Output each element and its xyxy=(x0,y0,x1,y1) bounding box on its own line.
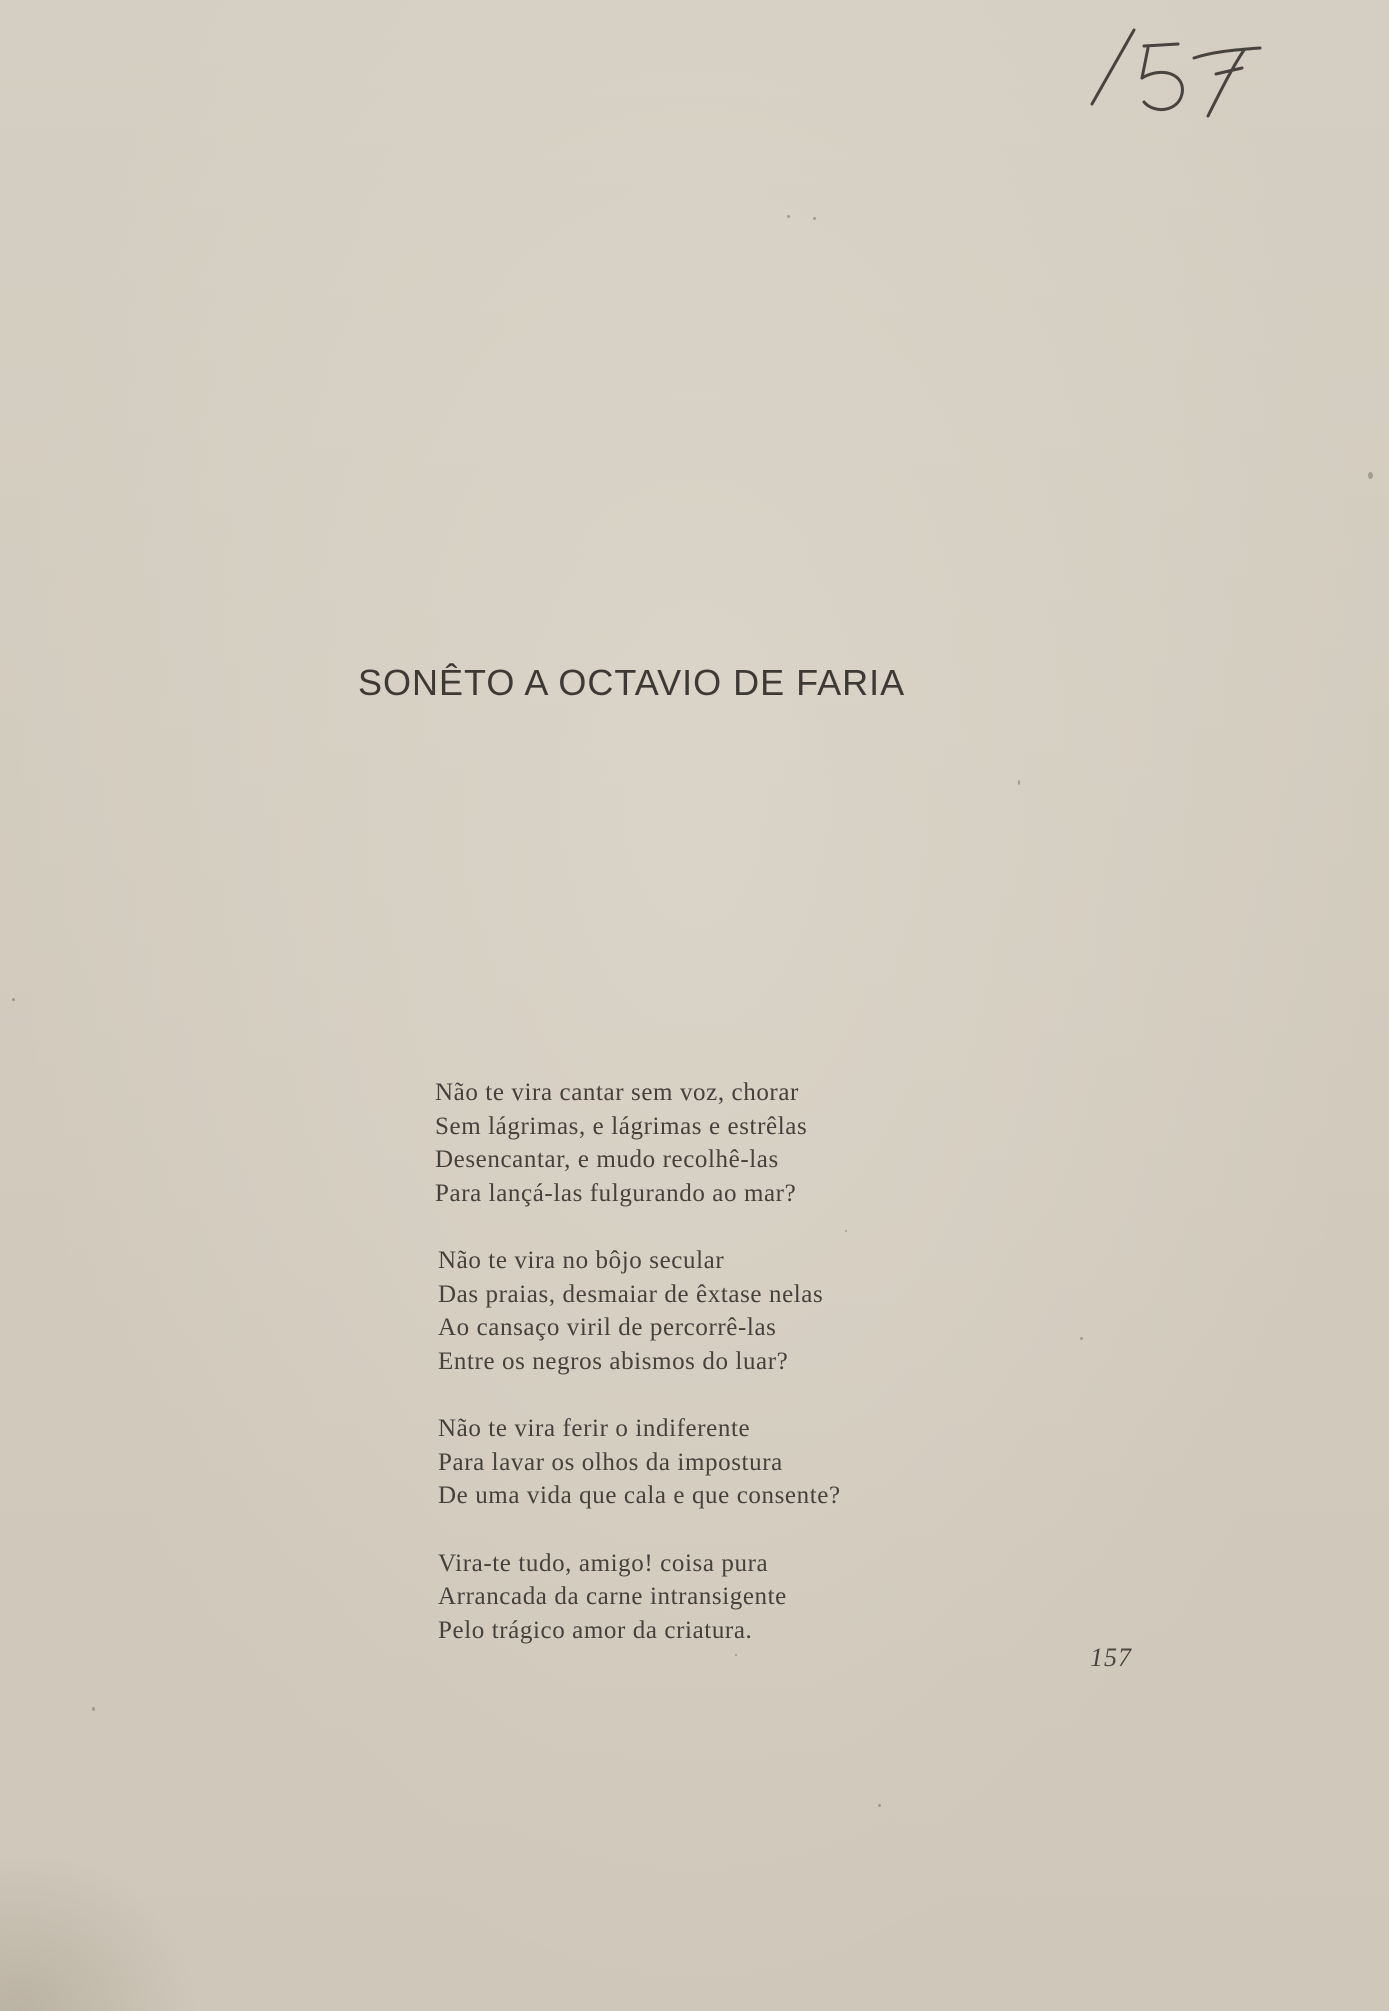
verse-line: Sem lágrimas, e lágrimas e estrêlas xyxy=(435,1112,808,1140)
paper-speck xyxy=(92,1707,95,1711)
verse-line: De uma vida que cala e que consente? xyxy=(438,1482,841,1509)
poem-title: SONÊTO A OCTAVIO DE FARIA xyxy=(358,662,906,703)
verse-line: Entre os negros abismos do luar? xyxy=(438,1347,789,1375)
verse-line: Arrancada da carne intransigente xyxy=(438,1583,787,1610)
paper-speck xyxy=(1368,472,1373,479)
stanza xyxy=(435,1547,1035,1648)
verse-line: Para lavar os olhos da impostura xyxy=(438,1448,783,1476)
paper-speck xyxy=(1080,1337,1083,1340)
paper-speck xyxy=(12,998,15,1001)
verse-line: Desencantar, e mudo recolhê-las xyxy=(435,1146,779,1173)
stanza xyxy=(435,1076,1035,1210)
verse-line: Pelo trágico amor da criatura. xyxy=(438,1616,753,1644)
verse-line: Para lançá-las fulgurando ao mar? xyxy=(435,1179,797,1207)
page-edge-shadow xyxy=(0,1851,200,2011)
verse-line: Não te vira ferir o indiferente xyxy=(438,1415,751,1442)
verse-line: Não te vira no bôjo secular xyxy=(438,1247,725,1274)
paper-speck xyxy=(787,215,790,218)
paper-speck xyxy=(813,217,816,220)
handwritten-page-number xyxy=(1082,22,1272,122)
verse-line: Das praias, desmaiar de êxtase nelas xyxy=(438,1280,824,1308)
stanza xyxy=(435,1244,1035,1378)
poem-body xyxy=(435,1076,1035,1681)
printed-page-number: 157 xyxy=(1090,1643,1132,1672)
stanza xyxy=(435,1412,1035,1513)
verse-line: Ao cansaço viril de percorrê-las xyxy=(438,1314,777,1341)
paper-speck xyxy=(1018,780,1020,785)
paper-speck xyxy=(878,1804,881,1807)
verse-line: Vira-te tudo, amigo! coisa pura xyxy=(438,1549,769,1577)
verse-line: Não te vira cantar sem voz, chorar xyxy=(435,1079,799,1106)
